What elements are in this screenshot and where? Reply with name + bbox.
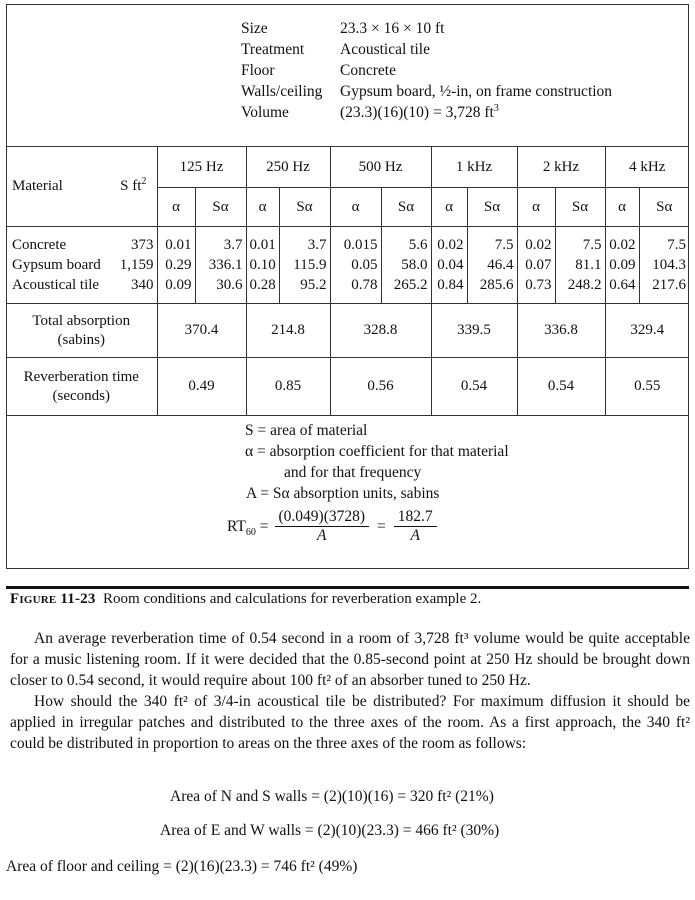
condition-size: Size 23.3 × 16 × 10 ft [241,20,445,37]
alpha-header: α [431,188,467,227]
salpha-cell: 95.2 [279,275,330,304]
alpha-cell: 0.09 [605,255,639,275]
rt-value: 0.85 [246,358,330,416]
salpha-header: Sα [467,188,517,227]
paragraph: An average reverberation time of 0.54 second in a room of 3,728 ft³ volume would be quite acceptable for a music listening room. If it were decided that the 0.85-second point at 250 Hz should be brought down closer to 0.54 second, it would require about 100 ft² of an absorber tuned to 250 Hz. [10,630,690,689]
salpha-cell: 265.2 [381,275,431,304]
salpha-cell: 5.6 [381,227,431,256]
legend-alpha-cont: and for that frequency [284,464,422,481]
salpha-cell: 3.7 [279,227,330,256]
alpha-header: α [157,188,195,227]
material-rows [6,227,689,304]
salpha-cell: 7.5 [639,227,689,256]
alpha-cell: 0.02 [431,227,467,256]
condition-walls: Walls/ceiling Gypsum board, ½-in, on frame construction [241,83,613,100]
salpha-header: Sα [555,188,605,227]
condition-treatment: Treatment Acoustical tile [241,41,430,58]
equation-ns-walls: Area of N and S walls = (2)(10)(16) = 320 ft² (21%) [170,788,494,805]
alpha-cell: 0.10 [246,255,279,275]
salpha-cell: 7.5 [555,227,605,256]
material-name: Acoustical tile [12,277,100,293]
alpha-cell: 0.09 [157,275,195,304]
salpha-header: Sα [195,188,246,227]
alpha-header: α [517,188,555,227]
total-value: 329.4 [605,304,689,358]
formula-lhs: $RT_{60}$ = [227,517,269,538]
salpha-cell: 248.2 [555,275,605,304]
rt-value: 0.56 [330,358,431,416]
legend-s: S = area of material [245,422,368,439]
salpha-cell: 217.6 [639,275,689,304]
alpha-header: α [330,188,381,227]
legend-alpha: α = absorption coefficient for that material [245,443,509,460]
total-value: 339.5 [431,304,517,358]
salpha-cell: 58.0 [381,255,431,275]
alpha-cell: 0.29 [157,255,195,275]
freq-header: 250 Hz [246,147,330,188]
freq-header: 125 Hz [157,147,246,188]
alpha-cell: 0.78 [330,275,381,304]
freq-header: 4 kHz [605,147,689,188]
salpha-cell: 336.1 [195,255,246,275]
condition-volume: Volume (23.3)(16)(10) = 3,728 $ft^3$ [241,102,499,121]
equation-floor-ceiling: Area of floor and ceiling = (2)(16)(23.3) = 746 ft² (49%) [6,858,358,875]
salpha-header: Sα [279,188,330,227]
alpha-cell: 0.015 [330,227,381,256]
table-row [6,275,689,304]
alpha-cell: 0.05 [330,255,381,275]
alpha-cell: 0.64 [605,275,639,304]
area-header: S $ft^2$ [110,147,157,227]
freq-header: 2 kHz [517,147,605,188]
alpha-cell: 0.07 [517,255,555,275]
alpha-cell: 0.73 [517,275,555,304]
total-value: 336.8 [517,304,605,358]
salpha-cell: 115.9 [279,255,330,275]
alpha-cell: 0.02 [605,227,639,256]
equation-ew-walls: Area of E and W walls = (2)(10)(23.3) = 466 ft² (30%) [160,822,500,839]
figure-label: Figure 11-23 [10,591,96,607]
rt-value: 0.54 [431,358,517,416]
paragraph: How should the 340 ft² of 3/4-in acoustical tile be distributed? For maximum diffusion it should be applied in irregular patches and distributed to the three axes of the room. As a first approach, the 340 ft² could be distributed in proportion to areas on the three axes of the room as follows: [10,693,690,752]
material-area: 340 [131,277,154,293]
alpha-header: α [246,188,279,227]
reverberation-time-label: Reverberation time (seconds) [23,368,139,404]
total-value: 370.4 [157,304,246,358]
alpha-cell: 0.84 [431,275,467,304]
alpha-cell: 0.01 [246,227,279,256]
material-name: Gypsum board [12,257,101,273]
room-conditions [241,18,612,123]
legend-a: A = Sα absorption units, sabins [246,485,440,502]
alpha-cell: 0.01 [157,227,195,256]
alpha-header: α [605,188,639,227]
salpha-cell: 7.5 [467,227,517,256]
table-row [6,227,689,256]
material-header: Material [6,147,110,227]
formula-fraction-2: $\frac{182.7}{A}$ [394,508,437,545]
alpha-cell: 0.04 [431,255,467,275]
legend [245,420,509,504]
rt60-formula: $RT_{60}$ = $\frac{(0.049)(3728)}{A}$ = $\frac{182.7}{A}$ [227,508,437,545]
salpha-cell: 46.4 [467,255,517,275]
condition-floor: Floor Concrete [241,62,396,79]
salpha-cell: 81.1 [555,255,605,275]
rt-value: 0.54 [517,358,605,416]
salpha-cell: 285.6 [467,275,517,304]
material-area: 373 [131,237,154,253]
total-value: 214.8 [246,304,330,358]
salpha-cell: 30.6 [195,275,246,304]
material-area: 1,159 [119,257,154,273]
total-value: 328.8 [330,304,431,358]
total-absorption-label: Total absorption (sabins) [32,312,131,348]
absorption-table [6,146,689,416]
salpha-header: Sα [639,188,689,227]
salpha-header: Sα [381,188,431,227]
freq-header: 1 kHz [431,147,517,188]
rt-value: 0.49 [157,358,246,416]
salpha-cell: 3.7 [195,227,246,256]
freq-header: 500 Hz [330,147,431,188]
caption-rule [6,586,689,589]
alpha-cell: 0.28 [246,275,279,304]
figure-caption [10,591,481,608]
salpha-cell: 104.3 [639,255,689,275]
rt-value: 0.55 [605,358,689,416]
body-text [10,628,690,754]
table-row [6,255,689,275]
formula-fraction-1: $\frac{(0.049)(3728)}{A}$ [275,508,370,545]
material-name: Concrete [12,237,67,253]
caption-text: Room conditions and calculations for reverberation example 2. [103,591,482,607]
alpha-cell: 0.02 [517,227,555,256]
